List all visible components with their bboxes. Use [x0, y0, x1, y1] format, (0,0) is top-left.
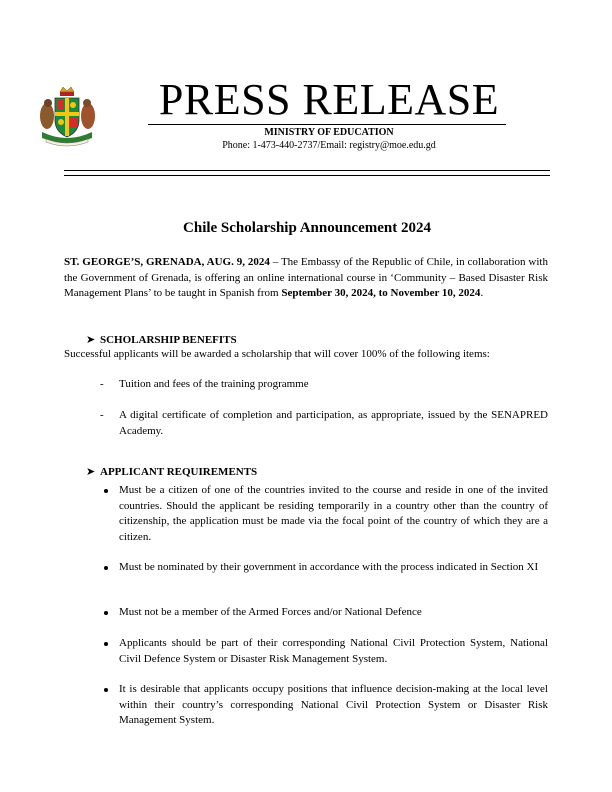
bullet-icon	[104, 489, 108, 493]
ministry-name: MINISTRY OF EDUCATION	[264, 127, 394, 138]
requirement-item: It is desirable that applicants occupy positions that influence decision-making at the local level within their country’s corresponding National Civil Protection System or Disaster Risk Management System.	[100, 682, 548, 729]
requirement-item: Must be nominated by their government in accordance with the process indicated in Section XI	[100, 560, 548, 576]
benefit-item: - A digital certificate of completion and participation, as appropriate, issued by the SENAPRED Academy.	[100, 409, 548, 437]
course-dates: September 30, 2024, to November 10, 2024	[281, 287, 481, 300]
requirement-item: Applicants should be part of their corresponding National Civil Protection System, National Civil Defence System or Disaster Risk Management System.	[100, 636, 548, 667]
requirement-item: Must be a citizen of one of the countries invited to the course and reside in one of the invited countries. Should the applicant be residing temporarily in a country other than the country of citizenship, the application must be made via the focal point of the country of which they are a citizen.	[100, 483, 548, 545]
requirement-item: Must not be a member of the Armed Forces and/or National Defence	[100, 605, 548, 621]
dateline: ST. GEORGE’S, GRENADA, AUG. 9, 2024	[64, 256, 270, 268]
benefits-lead: Successful applicants will be awarded a scholarship that will cover 100% of the following items:	[64, 348, 490, 360]
contact-line: Phone: 1-473-440-2737/Email: registry@moe.edu.gd	[222, 140, 436, 151]
requirements-heading	[86, 465, 257, 479]
bullet-icon	[104, 566, 108, 570]
arrow-bullet-icon: ➤	[86, 334, 96, 346]
header-divider-top	[64, 170, 550, 171]
intro-paragraph	[64, 255, 548, 302]
grenada-coat-of-arms-icon	[38, 86, 96, 148]
title-underline	[148, 124, 506, 125]
announcement-heading: Chile Scholarship Announcement 2024	[183, 220, 431, 236]
bullet-icon	[104, 611, 108, 615]
page-title: PRESS RELEASE	[158, 75, 500, 124]
arrow-bullet-icon: ➤	[86, 466, 96, 478]
header-divider-bottom	[64, 175, 550, 176]
intro-text: – The Embassy of the Republic of Chile, in collaboration with the Government of Grenada, is offering an online international course in ‘Community – Based Disaster Risk Management Plans’ to be taught in Spanish from	[64, 256, 548, 300]
benefits-heading-label: SCHOLARSHIP BENEFITS	[100, 334, 237, 346]
bullet-icon	[104, 642, 108, 646]
intro-end: .	[480, 287, 484, 300]
bullet-icon	[104, 688, 108, 692]
benefits-heading	[86, 333, 237, 347]
requirements-heading-label: APPLICANT REQUIREMENTS	[100, 466, 258, 478]
benefit-item: - Tuition and fees of the training programme	[100, 378, 309, 390]
